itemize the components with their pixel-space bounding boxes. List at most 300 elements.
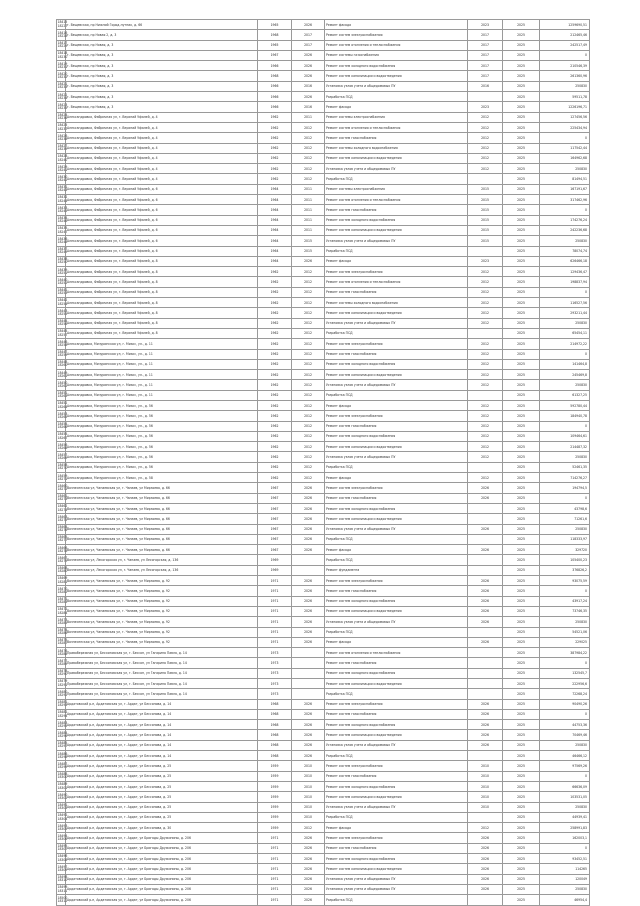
cost-cell: 0 bbox=[540, 421, 590, 431]
plan-end-year-cell: 2025 bbox=[503, 184, 540, 194]
plan-start-year-cell: 2026 bbox=[468, 586, 503, 596]
work-type-cell: Ремонт систем отопления и теплоснабжения bbox=[325, 648, 468, 658]
table-row bbox=[57, 298, 590, 308]
address-cell: Ардатовский р-н, Ардатовская ул, г. Ардат, ул Бригады Дружинины, д. 206 bbox=[66, 884, 258, 894]
plan-end-year-cell: 2025 bbox=[503, 545, 540, 555]
row-id-cell: 18488 18300 bbox=[57, 771, 66, 781]
work-type-cell: Ремонт фасада bbox=[325, 473, 468, 483]
work-type-cell: Ремонт систем газоснабжения bbox=[325, 771, 468, 781]
cost-cell: 117542,44 bbox=[540, 143, 590, 153]
plan-start-year-cell: 2026 bbox=[468, 854, 503, 864]
address-cell: Александровка, Фабричная ул, г. Верхний Уфалей, д. 6 bbox=[66, 225, 258, 235]
last-repair-year-cell: 2026 bbox=[292, 843, 325, 853]
address-cell: г. Вещевская, пр Нижний Город-путник, д. 66 bbox=[66, 20, 258, 30]
built-year-cell: 1962 bbox=[258, 328, 292, 338]
cost-cell: 0 bbox=[540, 843, 590, 853]
table-row bbox=[57, 246, 590, 256]
plan-end-year-cell: 2025 bbox=[503, 843, 540, 853]
row-id-cell: 18498 18310 bbox=[57, 874, 66, 884]
table-row bbox=[57, 277, 590, 287]
plan-start-year-cell: 2026 bbox=[468, 493, 503, 503]
work-type-cell: Ремонт систем газоснабжения bbox=[325, 493, 468, 503]
row-id-cell: 18440 18252 bbox=[57, 277, 66, 287]
row-id-cell: 18420 18232 bbox=[57, 71, 66, 81]
table-row bbox=[57, 20, 590, 30]
plan-end-year-cell: 2025 bbox=[503, 493, 540, 503]
last-repair-year-cell: 2026 bbox=[292, 92, 325, 102]
built-year-cell: 1971 bbox=[258, 606, 292, 616]
address-cell: Ардатовский р-н, Ардатовская ул, г. Ардат, ул Бессонова, д. 25 bbox=[66, 802, 258, 812]
work-type-cell: Разработка ПСД bbox=[325, 390, 468, 400]
cost-cell: 0 bbox=[540, 658, 590, 668]
plan-start-year-cell: 2026 bbox=[468, 730, 503, 740]
row-id-cell: 18461 18273 bbox=[57, 493, 66, 503]
cost-cell: 194794,5 bbox=[540, 483, 590, 493]
built-year-cell: 1962 bbox=[258, 112, 292, 122]
table-row bbox=[57, 122, 590, 132]
table-row bbox=[57, 884, 590, 894]
address-cell: Александровка, Фабричная ул, г. Верхний Уфалей, д. 8 bbox=[66, 287, 258, 297]
cost-cell: 250830 bbox=[540, 617, 590, 627]
plan-end-year-cell: 2025 bbox=[503, 658, 540, 668]
plan-end-year-cell: 2025 bbox=[503, 308, 540, 318]
plan-end-year-cell: 2025 bbox=[503, 720, 540, 730]
plan-end-year-cell: 2025 bbox=[503, 421, 540, 431]
built-year-cell: 1964 bbox=[258, 184, 292, 194]
built-year-cell: 1967 bbox=[258, 545, 292, 555]
last-repair-year-cell: 2012 bbox=[292, 823, 325, 833]
cost-cell: 210546,39 bbox=[540, 61, 590, 71]
address-cell: Александровка, Фабричная ул, г. Верхний Уфалей, д. 4 bbox=[66, 164, 258, 174]
work-type-cell: Ремонт систем канализации и водоотведения bbox=[325, 864, 468, 874]
row-id-cell: 18485 18297 bbox=[57, 740, 66, 750]
cost-cell: 52461,35 bbox=[540, 462, 590, 472]
plan-end-year-cell: 2025 bbox=[503, 246, 540, 256]
built-year-cell: 1971 bbox=[258, 596, 292, 606]
last-repair-year-cell: 2026 bbox=[292, 709, 325, 719]
table-row bbox=[57, 802, 590, 812]
work-type-cell: Ремонт систем газоснабжения bbox=[325, 349, 468, 359]
work-type-cell: Ремонт систем канализации и водоотведения bbox=[325, 442, 468, 452]
plan-start-year-cell bbox=[468, 534, 503, 544]
last-repair-year-cell: 2026 bbox=[292, 596, 325, 606]
last-repair-year-cell: 2012 bbox=[292, 359, 325, 369]
plan-end-year-cell: 2025 bbox=[503, 236, 540, 246]
plan-end-year-cell: 2025 bbox=[503, 823, 540, 833]
address-cell: Александровка, Фабричная ул, г. Верхний Уфалей, д. 8 bbox=[66, 328, 258, 338]
address-cell: Александровка, Мичуринская ул, г. Миасс, ул., д. 56 bbox=[66, 462, 258, 472]
built-year-cell: 1962 bbox=[258, 370, 292, 380]
row-id-cell: 18468 18280 bbox=[57, 565, 66, 575]
plan-start-year-cell: 2012 bbox=[468, 112, 503, 122]
table-row bbox=[57, 781, 590, 791]
plan-end-year-cell: 2025 bbox=[503, 483, 540, 493]
table-row bbox=[57, 421, 590, 431]
plan-end-year-cell: 2025 bbox=[503, 359, 540, 369]
row-id-cell: 18467 18279 bbox=[57, 555, 66, 565]
plan-start-year-cell bbox=[468, 92, 503, 102]
plan-end-year-cell: 2025 bbox=[503, 112, 540, 122]
table-row bbox=[57, 256, 590, 266]
table-row bbox=[57, 740, 590, 750]
row-id-cell: 18429 18241 bbox=[57, 164, 66, 174]
cost-cell: 245469,8 bbox=[540, 370, 590, 380]
built-year-cell: 1967 bbox=[258, 514, 292, 524]
work-type-cell: Ремонт систем холодного водоснабжения bbox=[325, 61, 468, 71]
work-type-cell: Ремонт системы холодного водоснабжения bbox=[325, 298, 468, 308]
last-repair-year-cell: 2026 bbox=[292, 751, 325, 761]
address-cell: Александровка, Мичуринская ул, г. Миасс, ул., д. 11 bbox=[66, 349, 258, 359]
table-row bbox=[57, 81, 590, 91]
plan-start-year-cell bbox=[468, 751, 503, 761]
row-id-cell: 18438 18250 bbox=[57, 256, 66, 266]
table-row bbox=[57, 555, 590, 565]
last-repair-year-cell: 2011 bbox=[292, 215, 325, 225]
work-type-cell: Ремонт систем холодного водоснабжения bbox=[325, 215, 468, 225]
plan-end-year-cell: 2025 bbox=[503, 411, 540, 421]
row-id-cell: 18453 18265 bbox=[57, 411, 66, 421]
built-year-cell: 1968 bbox=[258, 699, 292, 709]
work-type-cell: Ремонт систем электроснабжения bbox=[325, 833, 468, 843]
work-type-cell: Установка узлов учета и общедомовых ПУ bbox=[325, 236, 468, 246]
table-row bbox=[57, 699, 590, 709]
work-type-cell: Ремонт фасада bbox=[325, 256, 468, 266]
plan-start-year-cell: 2010 bbox=[468, 781, 503, 791]
table-row bbox=[57, 308, 590, 318]
table-row bbox=[57, 164, 590, 174]
address-cell: Вознесенская ул, Чапаевская ул, г. Чапаев, ул Мирзоева, д. 92 bbox=[66, 596, 258, 606]
address-cell: Александровка, Фабричная ул, г. Верхний Уфалей, д. 4 bbox=[66, 174, 258, 184]
plan-start-year-cell bbox=[468, 503, 503, 513]
cost-cell: 250830 bbox=[540, 524, 590, 534]
address-cell: Ардатовский р-н, Ардатовская ул, г. Ардат, ул Бессонова, д. 25 bbox=[66, 812, 258, 822]
table-row bbox=[57, 287, 590, 297]
plan-start-year-cell: 2015 bbox=[468, 184, 503, 194]
table-row bbox=[57, 133, 590, 143]
cost-cell: 127456,56 bbox=[540, 112, 590, 122]
row-id-cell: 18494 18306 bbox=[57, 833, 66, 843]
row-id-cell: 18486 18298 bbox=[57, 751, 66, 761]
last-repair-year-cell: 2012 bbox=[292, 400, 325, 410]
last-repair-year-cell: 2012 bbox=[292, 411, 325, 421]
plan-end-year-cell: 2025 bbox=[503, 195, 540, 205]
address-cell: Ардатовский р-н, Ардатовская ул, г. Ардат, ул Бессонова, д. 14 bbox=[66, 730, 258, 740]
cost-cell: 250830 bbox=[540, 380, 590, 390]
work-type-cell: Разработка ПСД bbox=[325, 328, 468, 338]
work-type-cell: Ремонт систем отопления и теплоснабжения bbox=[325, 40, 468, 50]
table-row bbox=[57, 50, 590, 60]
row-id-cell: 18422 18234 bbox=[57, 92, 66, 102]
plan-start-year-cell: 2012 bbox=[468, 421, 503, 431]
row-id-cell: 18465 18277 bbox=[57, 534, 66, 544]
cost-cell: 141464,8 bbox=[540, 359, 590, 369]
built-year-cell: 1971 bbox=[258, 864, 292, 874]
address-cell: Александровка, Мичуринская ул, г. Миасс, ул., д. 11 bbox=[66, 359, 258, 369]
plan-start-year-cell bbox=[468, 328, 503, 338]
cost-cell: 114265 bbox=[540, 864, 590, 874]
cost-cell: 1259690,51 bbox=[540, 20, 590, 30]
plan-end-year-cell: 2025 bbox=[503, 164, 540, 174]
last-repair-year-cell: 2012 bbox=[292, 153, 325, 163]
plan-start-year-cell: 2026 bbox=[468, 483, 503, 493]
plan-start-year-cell: 2026 bbox=[468, 720, 503, 730]
built-year-cell: 1968 bbox=[258, 740, 292, 750]
table-row bbox=[57, 380, 590, 390]
address-cell: Ардатовский р-н, Ардатовская ул, г. Ардат, ул Бессонова, д. 30 bbox=[66, 823, 258, 833]
last-repair-year-cell: 2026 bbox=[292, 874, 325, 884]
plan-end-year-cell: 2025 bbox=[503, 452, 540, 462]
address-cell: Александровка, Фабричная ул, г. Верхний Уфалей, д. 4 bbox=[66, 153, 258, 163]
row-id-cell: 18500 18312 bbox=[57, 895, 66, 905]
plan-start-year-cell: 2023 bbox=[468, 102, 503, 112]
address-cell: Ардатовский р-н, Ардатовская ул, г. Ардат, ул Бессонова, д. 14 bbox=[66, 740, 258, 750]
plan-start-year-cell: 2017 bbox=[468, 50, 503, 60]
row-id-cell: 18484 18296 bbox=[57, 730, 66, 740]
table-row bbox=[57, 586, 590, 596]
plan-start-year-cell bbox=[468, 462, 503, 472]
last-repair-year-cell: 2026 bbox=[292, 699, 325, 709]
cost-cell: 90490,26 bbox=[540, 699, 590, 709]
address-cell: Александровка, Фабричная ул, г. Верхний Уфалей, д. 6 bbox=[66, 184, 258, 194]
row-id-cell: 18458 18270 bbox=[57, 462, 66, 472]
address-cell: Александровка, Фабричная ул, г. Верхний Уфалей, д. 6 bbox=[66, 246, 258, 256]
work-type-cell: Ремонт систем газоснабжения bbox=[325, 586, 468, 596]
plan-end-year-cell: 2025 bbox=[503, 370, 540, 380]
cost-cell: 164962,68 bbox=[540, 153, 590, 163]
cost-cell: 65454,11 bbox=[540, 328, 590, 338]
table-row bbox=[57, 328, 590, 338]
row-id-cell: 18481 18293 bbox=[57, 699, 66, 709]
work-type-cell: Установка узлов учета и общедомовых ПУ bbox=[325, 802, 468, 812]
plan-start-year-cell: 2012 bbox=[468, 370, 503, 380]
built-year-cell: 1962 bbox=[258, 174, 292, 184]
plan-start-year-cell bbox=[468, 679, 503, 689]
work-type-cell: Ремонт систем газоснабжения bbox=[325, 843, 468, 853]
table-row bbox=[57, 761, 590, 771]
built-year-cell: 1962 bbox=[258, 277, 292, 287]
built-year-cell: 1971 bbox=[258, 576, 292, 586]
address-cell: Вознесенская ул, Чапаевская ул, г. Чапаев, ул Мирзоева, д. 66 bbox=[66, 483, 258, 493]
built-year-cell: 1968 bbox=[258, 720, 292, 730]
cost-cell: 626466,18 bbox=[540, 256, 590, 266]
plan-start-year-cell bbox=[468, 648, 503, 658]
last-repair-year-cell: 2026 bbox=[292, 534, 325, 544]
row-id-cell: 18474 18286 bbox=[57, 627, 66, 637]
cost-cell: 81494,51 bbox=[540, 174, 590, 184]
plan-start-year-cell bbox=[468, 668, 503, 678]
address-cell: Правобережная ул, Бессоновская ул, г. Бессон, ул Гагарина Павла, д. 14 bbox=[66, 679, 258, 689]
cost-cell: 61327,25 bbox=[540, 390, 590, 400]
plan-start-year-cell: 2012 bbox=[468, 411, 503, 421]
address-cell: Александровка, Фабричная ул, г. Верхний Уфалей, д. 6 bbox=[66, 236, 258, 246]
plan-end-year-cell: 2025 bbox=[503, 792, 540, 802]
work-type-cell: Ремонт систем канализации и водоотведения bbox=[325, 370, 468, 380]
plan-end-year-cell: 2025 bbox=[503, 287, 540, 297]
table-row bbox=[57, 153, 590, 163]
table-row bbox=[57, 40, 590, 50]
plan-end-year-cell: 2025 bbox=[503, 637, 540, 647]
last-repair-year-cell: 2026 bbox=[292, 740, 325, 750]
address-cell: Вознесенская ул, Чапаевская ул, г. Чапаев, ул Мирзоева, д. 92 bbox=[66, 627, 258, 637]
last-repair-year-cell: 2012 bbox=[292, 328, 325, 338]
plan-start-year-cell: 2026 bbox=[468, 843, 503, 853]
row-id-cell: 18459 18271 bbox=[57, 473, 66, 483]
row-id-cell: 18418 18230 bbox=[57, 50, 66, 60]
address-cell: Правобережная ул, Бессоновская ул, г. Бессон, ул Гагарина Павла, д. 14 bbox=[66, 689, 258, 699]
last-repair-year-cell: 2011 bbox=[292, 195, 325, 205]
row-id-cell: 18421 18233 bbox=[57, 81, 66, 91]
built-year-cell: 1973 bbox=[258, 689, 292, 699]
cost-cell: 1226196,71 bbox=[540, 102, 590, 112]
cost-cell: 0 bbox=[540, 586, 590, 596]
plan-start-year-cell: 2023 bbox=[468, 256, 503, 266]
last-repair-year-cell: 2026 bbox=[292, 586, 325, 596]
last-repair-year-cell: 2026 bbox=[292, 637, 325, 647]
cost-cell: 43798,6 bbox=[540, 503, 590, 513]
plan-start-year-cell: 2010 bbox=[468, 761, 503, 771]
row-id-cell: 18434 18246 bbox=[57, 215, 66, 225]
last-repair-year-cell: 2017 bbox=[292, 30, 325, 40]
cost-cell: 70469,46 bbox=[540, 730, 590, 740]
plan-start-year-cell: 2012 bbox=[468, 359, 503, 369]
cost-cell: 592780,44 bbox=[540, 400, 590, 410]
cost-cell: 73746,35 bbox=[540, 606, 590, 616]
plan-end-year-cell: 2025 bbox=[503, 740, 540, 750]
built-year-cell: 1959 bbox=[258, 802, 292, 812]
table-row bbox=[57, 349, 590, 359]
last-repair-year-cell: 2011 bbox=[292, 225, 325, 235]
plan-start-year-cell: 2012 bbox=[468, 452, 503, 462]
plan-end-year-cell: 2025 bbox=[503, 339, 540, 349]
plan-start-year-cell: 2012 bbox=[468, 431, 503, 441]
row-id-cell: 18435 18247 bbox=[57, 225, 66, 235]
address-cell: Ардатовский р-н, Ардатовская ул, г. Ардат, ул Бригады Дружинины, д. 206 bbox=[66, 833, 258, 843]
work-type-cell: Ремонт фасада bbox=[325, 400, 468, 410]
built-year-cell: 1962 bbox=[258, 431, 292, 441]
work-type-cell: Разработка ПСД bbox=[325, 246, 468, 256]
last-repair-year-cell: 2011 bbox=[292, 205, 325, 215]
last-repair-year-cell: 2026 bbox=[292, 854, 325, 864]
address-cell: Ардатовский р-н, Ардатовская ул, г. Ардат, ул Бессонова, д. 25 bbox=[66, 761, 258, 771]
cost-cell: 72268,24 bbox=[540, 689, 590, 699]
work-type-cell: Ремонт систем электроснабжения bbox=[325, 267, 468, 277]
built-year-cell: 1962 bbox=[258, 421, 292, 431]
address-cell: Александровка, Мичуринская ул, г. Миасс, ул., д. 58 bbox=[66, 473, 258, 483]
address-cell: Вознесенская ул, Чапаевская ул, г. Чапаев, ул Мирзоева, д. 66 bbox=[66, 524, 258, 534]
last-repair-year-cell: 2026 bbox=[292, 627, 325, 637]
row-id-cell: 18424 18236 bbox=[57, 112, 66, 122]
row-id-cell: 18447 18259 bbox=[57, 349, 66, 359]
table-row bbox=[57, 812, 590, 822]
row-id-cell: 18443 18255 bbox=[57, 308, 66, 318]
built-year-cell: 1967 bbox=[258, 524, 292, 534]
address-cell: Александровка, Мичуринская ул, г. Миасс, ул., д. 56 bbox=[66, 431, 258, 441]
work-type-cell: Ремонт систем газоснабжения bbox=[325, 658, 468, 668]
work-type-cell: Установка узлов учета и общедомовых ПУ bbox=[325, 884, 468, 894]
row-id-cell: 18469 18281 bbox=[57, 576, 66, 586]
address-cell: Вознесенская ул, Чапаевская ул, г. Чапаев, ул Мирзоева, д. 66 bbox=[66, 514, 258, 524]
cost-cell: 0 bbox=[540, 50, 590, 60]
built-year-cell: 1962 bbox=[258, 452, 292, 462]
last-repair-year-cell: 2012 bbox=[292, 133, 325, 143]
row-id-cell: 18430 18242 bbox=[57, 174, 66, 184]
cost-cell: 250830 bbox=[540, 318, 590, 328]
row-id-cell: 18462 18274 bbox=[57, 503, 66, 513]
row-id-cell: 18497 18309 bbox=[57, 864, 66, 874]
table-row bbox=[57, 370, 590, 380]
plan-start-year-cell: 2026 bbox=[468, 617, 503, 627]
table-row bbox=[57, 102, 590, 112]
plan-start-year-cell: 2012 bbox=[468, 380, 503, 390]
row-id-cell: 18496 18308 bbox=[57, 854, 66, 864]
built-year-cell: 1964 bbox=[258, 195, 292, 205]
work-type-cell: Разработка ПСД bbox=[325, 462, 468, 472]
cost-cell: 242517,49 bbox=[540, 40, 590, 50]
cost-cell: 317462,96 bbox=[540, 195, 590, 205]
plan-end-year-cell: 2025 bbox=[503, 225, 540, 235]
address-cell: Вознесенская ул, Чапаевская ул, г. Чапаев, ул Мирзоева, д. 92 bbox=[66, 637, 258, 647]
table-row bbox=[57, 339, 590, 349]
plan-start-year-cell: 2016 bbox=[468, 81, 503, 91]
address-cell: Александровка, Фабричная ул, г. Верхний Уфалей, д. 8 bbox=[66, 267, 258, 277]
last-repair-year-cell bbox=[292, 565, 325, 575]
address-cell: Александровка, Фабричная ул, г. Верхний Уфалей, д. 8 bbox=[66, 277, 258, 287]
plan-end-year-cell: 2025 bbox=[503, 174, 540, 184]
address-cell: Александровка, Фабричная ул, г. Верхний Уфалей, д. 8 bbox=[66, 318, 258, 328]
cost-cell: 229025 bbox=[540, 637, 590, 647]
plan-end-year-cell: 2025 bbox=[503, 761, 540, 771]
table-row bbox=[57, 668, 590, 678]
row-id-cell: 18489 18301 bbox=[57, 781, 66, 791]
cost-cell: 43917,24 bbox=[540, 596, 590, 606]
table-row bbox=[57, 184, 590, 194]
plan-end-year-cell: 2025 bbox=[503, 256, 540, 266]
row-id-cell: 18442 18254 bbox=[57, 298, 66, 308]
work-type-cell: Ремонт систем отопления и теплоснабжения bbox=[325, 122, 468, 132]
last-repair-year-cell bbox=[292, 668, 325, 678]
address-cell: Ардатовский р-н, Ардатовская ул, г. Ардат, ул Бессонова, д. 14 bbox=[66, 699, 258, 709]
built-year-cell: 1965 bbox=[258, 20, 292, 30]
work-type-cell: Разработка ПСД bbox=[325, 92, 468, 102]
address-cell: Александровка, Мичуринская ул, г. Миасс, ул., д. 56 bbox=[66, 411, 258, 421]
work-type-cell: Установка узлов учета и общедомовых ПУ bbox=[325, 617, 468, 627]
address-cell: Александровка, Мичуринская ул, г. Миасс, ул., д. 11 bbox=[66, 339, 258, 349]
address-cell: Александровка, Фабричная ул, г. Верхний Уфалей, д. 4 bbox=[66, 143, 258, 153]
table-row bbox=[57, 359, 590, 369]
built-year-cell: 1964 bbox=[258, 215, 292, 225]
work-type-cell: Разработка ПСД bbox=[325, 689, 468, 699]
last-repair-year-cell: 2026 bbox=[292, 256, 325, 266]
built-year-cell: 1971 bbox=[258, 586, 292, 596]
cost-cell: 71261,6 bbox=[540, 514, 590, 524]
table-row bbox=[57, 730, 590, 740]
last-repair-year-cell: 2026 bbox=[292, 503, 325, 513]
plan-end-year-cell: 2025 bbox=[503, 143, 540, 153]
address-cell: Ардатовский р-н, Ардатовская ул, г. Ардат, ул Бессонова, д. 14 bbox=[66, 751, 258, 761]
plan-end-year-cell: 2025 bbox=[503, 122, 540, 132]
work-type-cell: Ремонт систем холодного водоснабжения bbox=[325, 359, 468, 369]
address-cell: Александровка, Фабричная ул, г. Верхний Уфалей, д. 8 bbox=[66, 298, 258, 308]
built-year-cell: 1964 bbox=[258, 225, 292, 235]
plan-start-year-cell: 2026 bbox=[468, 524, 503, 534]
last-repair-year-cell bbox=[292, 648, 325, 658]
row-id-cell: 18487 18299 bbox=[57, 761, 66, 771]
work-type-cell: Ремонт систем электроснабжения bbox=[325, 30, 468, 40]
cost-cell: 59511,78 bbox=[540, 92, 590, 102]
plan-start-year-cell: 2026 bbox=[468, 637, 503, 647]
table-row bbox=[57, 503, 590, 513]
address-cell: Вознесенская ул, Чапаевская ул, г. Чапаев, ул Мирзоева, д. 92 bbox=[66, 617, 258, 627]
